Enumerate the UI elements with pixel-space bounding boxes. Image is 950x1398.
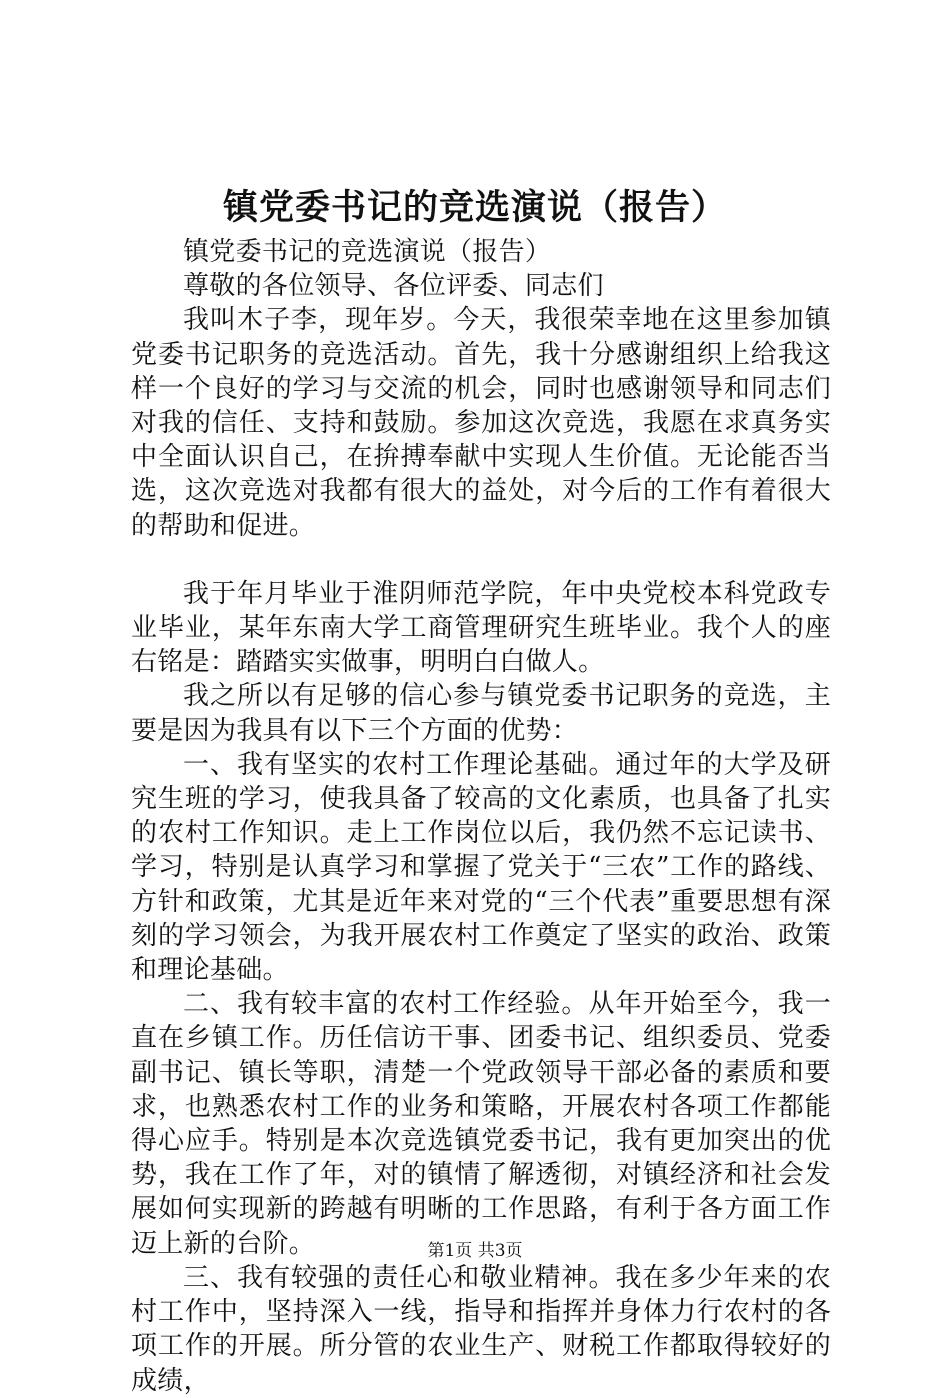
paragraph-reasons: 我之所以有足够的信心参与镇党委书记职务的竞选，主要是因为我具有以下三个方面的优势： [131,681,831,746]
paragraph-advantage-1: 一、我有坚实的农村工作理论基础。通过年的大学及研究生班的学习，使我具备了较高的文化素质，也具备了扎实的农村工作知识。走上工作岗位以后，我仍然不忘记读书、学习，特别是认真学习和掌握了党关于“三农”工作的路线、方针和政策，尤其是近年来对党的“三个代表”重要思想有深刻的学习领会，为我开展农村工作奠定了坚实的政治、政策和理论基础。 [131,749,831,986]
paragraph-salutation: 尊敬的各位领导、各位评委、同志们 [183,271,604,302]
document-body [131,235,831,1398]
paragraph-advantage-2: 二、我有较丰富的农村工作经验。从年开始至今，我一直在乡镇工作。历任信访干事、团委书记、组织委员、党委副书记、镇长等职，清楚一个党政领导干部必备的素质和要求，也熟悉农村工作的业务和策略，开展农村各项工作都能得心应手。特别是本次竞选镇党委书记，我有更加突出的优势，我在工作了年，对的镇情了解透彻，对镇经济和社会发展如何实现新的跨越有明晰的工作思路，有利于各方面工作迈上新的台阶。 [131,989,831,1259]
paragraph-introduction: 我叫木子李，现年岁。今天，我很荣幸地在这里参加镇党委书记职务的竞选活动。首先，我十分感谢组织上给我这样一个良好的学习与交流的机会，同时也感谢领导和同志们对我的信任、支持和鼓励。参加这次竞选，我愿在求真务实中全面认识自己，在拚搏奉献中实现人生价值。无论能否当选，这次竞选对我都有很大的益处，对今后的工作有着很大的帮助和促进。 [131,305,831,541]
paragraph-heading: 镇党委书记的竞选演说（报告） [183,237,552,267]
document-title: 镇党委书记的竞选演说（报告） [222,187,727,228]
paragraph-education: 我于年月毕业于淮阴师范学院，年中央党校本科党政专业毕业，某年东南大学工商管理研究生班毕业。我个人的座右铭是：踏踏实实做事，明明白白做人。 [131,578,831,678]
page-number-footer: 第1页 共3页 [427,1241,523,1261]
paragraph-advantage-3: 三、我有较强的责任心和敬业精神。我在多少年来的农村工作中，坚持深入一线，指导和指挥并身体力行农村的各项工作的开展。所分管的农业生产、财税工作都取得较好的成绩， [131,1262,831,1396]
